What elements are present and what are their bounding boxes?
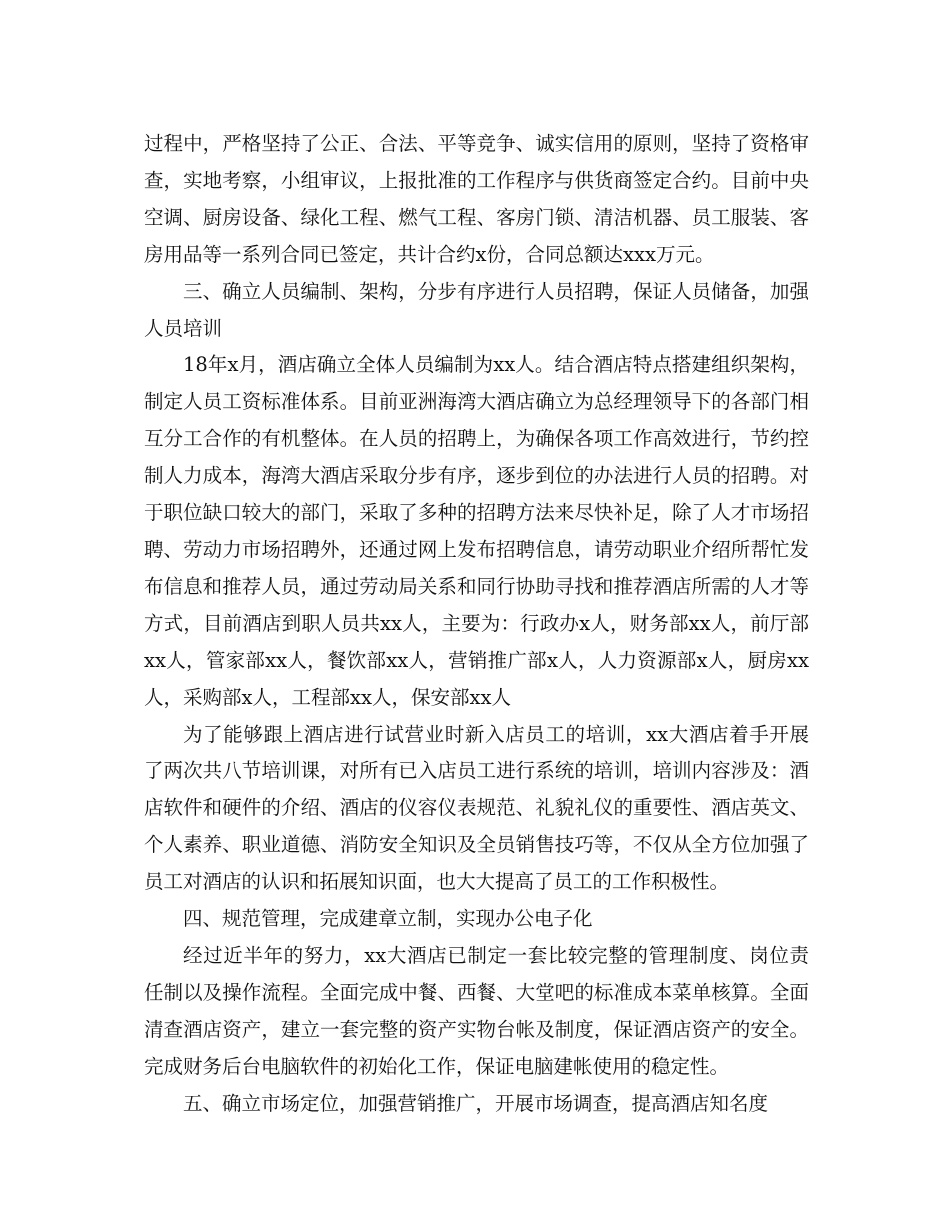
section-heading-management: 四、规范管理，完成建章立制，实现办公电子化 <box>183 907 593 931</box>
paragraph-training: 为了能够跟上酒店进行试营业时新入店员工的培训，xx大酒店着手开展了两次共八节培训课，对所有已入店员工进行系统的培训，培训内容涉及：酒店软件和硬件的介绍、酒店的仪容仪表规范、礼貌礼仪的重要性、酒店英文、个人素养、职业道德、消防安全知识及全员销售技巧等，不仅从全方位加强了员工对酒店的认识和拓展知识面，也大大提高了员工的工作积极性。 <box>144 722 809 894</box>
section-heading-marketing: 五、确立市场定位，加强营销推广，开展市场调查，提高酒店知名度 <box>183 1091 769 1115</box>
paragraph-management: 经过近半年的努力，xx大酒店已制定一套比较完整的管理制度、岗位责任制以及操作流程。全面完成中餐、西餐、大堂吧的标准成本菜单核算。全面清查酒店资产，建立一套完整的资产实物台帐及制度，保证酒店资产的安全。完成财务后台电脑软件的初始化工作，保证电脑建帐使用的稳定性。 <box>144 943 809 1078</box>
document-body <box>144 126 809 1122</box>
paragraph-recruitment: 18年x月，酒店确立全体人员编制为xx人。结合酒店特点搭建组织架构，制定人员工资标准体系。目前亚洲海湾大酒店确立为总经理领导下的各部门相互分工合作的有机整体。在人员的招聘上，为确保各项工作高效进行，节约控制人力成本，海湾大酒店采取分步有序，逐步到位的办法进行人员的招聘。对于职位缺口较大的部门，采取了多种的招聘方法来尽快补足，除了人才市场招聘、劳动力市场招聘外，还通过网上发布招聘信息，请劳动职业介绍所帮忙发布信息和推荐人员，通过劳动局关系和同行协助寻找和推荐酒店所需的人才等方式，目前酒店到职人员共xx人，主要为：行政办x人，财务部xx人，前厅部xx人，管家部xx人，餐饮部xx人，营销推广部x人，人力资源部x人，厨房xx人，采购部x人，工程部xx人，保安部xx人 <box>144 353 809 709</box>
section-heading-staffing: 三、确立人员编制、架构，分步有序进行人员招聘，保证人员储备，加强人员培训 <box>144 279 809 340</box>
paragraph-contract-summary: 过程中，严格坚持了公正、合法、平等竞争、诚实信用的原则，坚持了资格审查，实地考察，小组审议，上报批准的工作程序与供货商签定合约。目前中央空调、厨房设备、绿化工程、燃气工程、客房门锁、清洁机器、员工服装、客房用品等一系列合同已签定，共计合约x份，合同总额达xxx万元。 <box>144 132 809 266</box>
